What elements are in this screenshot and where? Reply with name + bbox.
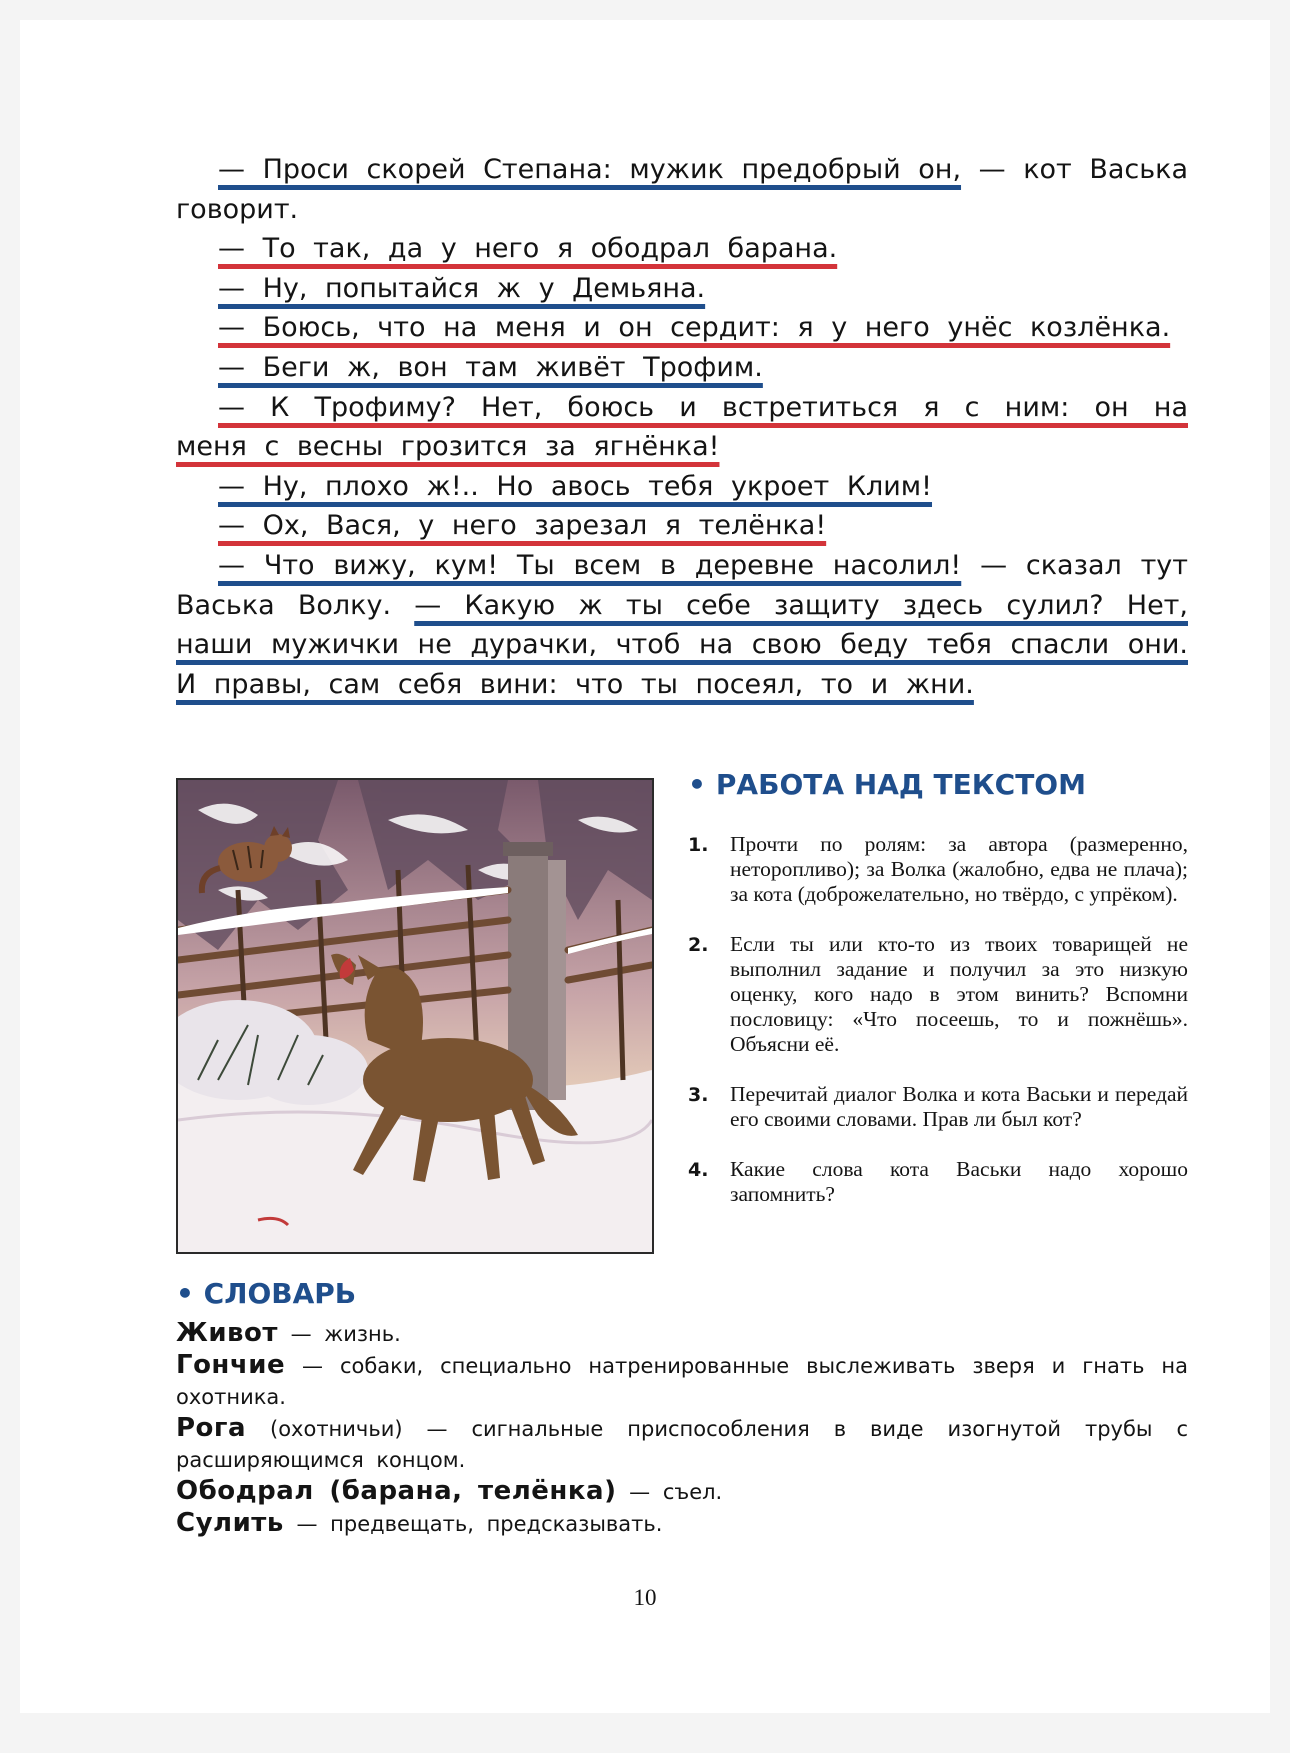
dialogue-line	[176, 308, 1188, 348]
dialogue-line	[176, 269, 1188, 309]
task-number: 4.	[688, 1159, 709, 1181]
task-number: 1.	[688, 834, 709, 856]
dictionary-definition: — съел.	[629, 1480, 723, 1504]
dialogue-line	[176, 388, 1188, 467]
textbook-page	[20, 20, 1270, 1713]
dictionary-term: Ободрал (барана, телёнка)	[176, 1476, 617, 1506]
cat-speech: — Ну, попытайся ж у Демьяна.	[218, 272, 706, 304]
dictionary-entry	[176, 1476, 1188, 1508]
dictionary-entry	[176, 1318, 1188, 1350]
dialogue-line	[176, 506, 1188, 546]
dictionary-heading	[176, 1277, 356, 1310]
dictionary-note: (охотничьи)	[270, 1417, 403, 1441]
dialogue-line	[176, 546, 1188, 704]
fable-dialogue	[176, 150, 1188, 704]
dictionary-term: Сулить	[176, 1508, 284, 1538]
wolf-speech: — То так, да у него я ободрал барана.	[218, 233, 838, 265]
task-number: 3.	[688, 1084, 709, 1106]
author-words: — кот Васька говорит.	[176, 154, 1189, 225]
page-number: 10	[633, 1585, 657, 1610]
dictionary-term: Рога	[176, 1413, 247, 1443]
winter-scene-image	[178, 780, 652, 1252]
bullet-icon: •	[176, 1277, 194, 1310]
task-text: Если ты или кто-то из твоих товарищей не выполнил задание и получил за это низкую оценку, кого надо в этом винить? Вспомни пословицу: «Что посеешь, то и пожнёшь». Объясни её.	[730, 932, 1188, 1056]
dictionary-term: Живот	[176, 1318, 278, 1348]
cat-speech: — Беги ж, вон там живёт Трофим.	[218, 351, 763, 383]
task-item	[688, 1082, 1188, 1132]
dictionary-entry	[176, 1413, 1188, 1476]
dialogue-line	[176, 348, 1188, 388]
dictionary-heading-text: СЛОВАРЬ	[203, 1277, 357, 1310]
cat-speech: — Проси скорей Степана: мужик предобрый он,	[218, 154, 962, 185]
task-list	[688, 832, 1188, 1232]
dictionary-list	[176, 1318, 1188, 1540]
dialogue-line	[176, 150, 1188, 229]
dictionary-entry	[176, 1350, 1188, 1413]
author-words: — сказал тут Васька Волку.	[176, 549, 1188, 621]
task-number: 2.	[688, 934, 709, 956]
task-text: Перечитай диалог Волка и кота Васьки и передай его своими словами. Прав ли был кот?	[730, 1082, 1188, 1131]
task-item	[688, 832, 1188, 907]
dialogue-line	[176, 467, 1188, 507]
cat-speech: — Какую ж ты себе защиту здесь сулил? Нет, наши мужички не дурачки, чтоб на свою беду тебя спасли они. И правы, сам себя вини: что ты посеял, то и жни.	[176, 589, 1188, 700]
wolf-speech: — К Трофиму? Нет, боюсь и встретиться я с ним: он на меня с весны грозится за ягнёнка!	[176, 391, 1188, 463]
dictionary-definition: — сигнальные приспособления в виде изогнутой трубы с расширяющимся концом.	[176, 1417, 1188, 1472]
work-section-heading	[688, 768, 1086, 801]
dictionary-definition: — предвещать, предсказывать.	[296, 1512, 663, 1536]
dialogue-line	[176, 229, 1188, 269]
task-item	[688, 932, 1188, 1057]
dictionary-definition: — жизнь.	[290, 1322, 401, 1346]
dictionary-definition: — собаки, специально натренированные выслеживать зверя и гнать на охотника.	[176, 1354, 1188, 1409]
dictionary-entry	[176, 1508, 1188, 1540]
task-item	[688, 1157, 1188, 1207]
dictionary-term: Гончие	[176, 1350, 286, 1380]
bullet-icon: •	[688, 768, 706, 801]
wolf-speech: — Боюсь, что на меня и он сердит: я у него унёс козлёнка.	[218, 312, 1171, 344]
cat-speech: — Что вижу, кум! Ты всем в деревне насолил!	[218, 549, 962, 581]
wolf-speech: — Ох, Вася, у него зарезал я телёнка!	[218, 510, 827, 542]
task-text: Прочти по ролям: за автора (размеренно, неторопливо); за Волка (жалобно, едва не плача); за кота (доброжелательно, но твёрдо, с упрёком).	[730, 832, 1188, 906]
work-heading-text: РАБОТА НАД ТЕКСТОМ	[715, 768, 1086, 801]
cat-speech: — Ну, плохо ж!.. Но авось тебя укроет Клим!	[218, 470, 933, 502]
task-text: Какие слова кота Васьки надо хорошо запомнить?	[730, 1157, 1188, 1206]
illustration-wolf-and-cat	[176, 778, 654, 1254]
